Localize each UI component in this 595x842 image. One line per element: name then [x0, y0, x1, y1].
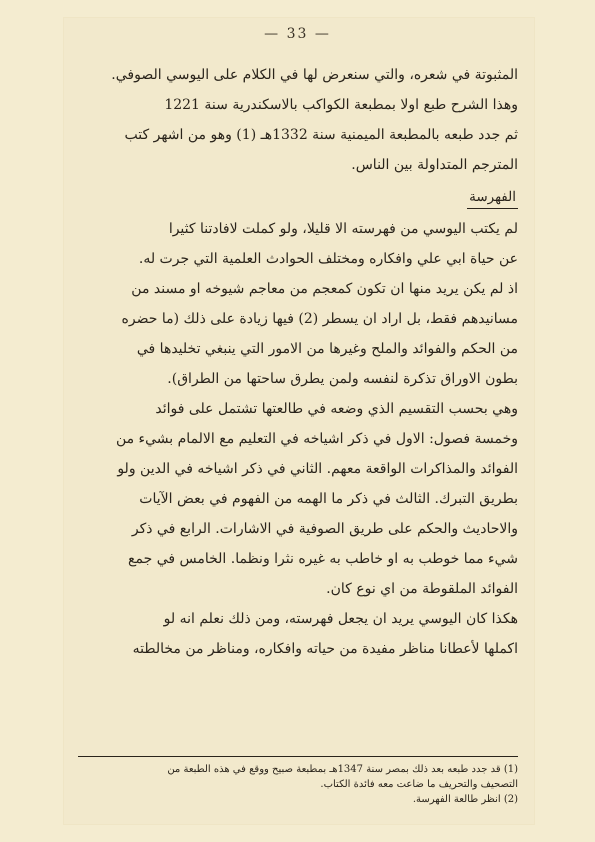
text-line: وخمسة فصول: الاول في ذكر اشياخه في التعليم مع الالمام بشيء من: [115, 431, 518, 447]
text-line: لم يكتب اليوسي من فهرسته الا قليلا، ولو كملت لافادتنا كثيرا: [168, 221, 518, 237]
text-line: وهذا الشرح طبع اولا بمطبعة الكواكب بالاسكندرية سنة 1221: [164, 97, 518, 113]
text-line: اذ لم يكن يريد منها ان تكون كمعجم من معاجم شيوخه او مسند من: [131, 281, 518, 297]
text-line: اكملها لأعطانا مناظر مفيدة من حياته وافكاره، ومناظر من مخالطته: [132, 641, 518, 657]
footnote-line: (2) انظر طالعة الفهرسة.: [412, 794, 518, 805]
main-text: [78, 60, 518, 664]
footnotes: [78, 762, 518, 807]
text-line: المترجم المتداولة بين الناس.: [351, 157, 518, 173]
section-heading-wrap: [78, 180, 518, 214]
text-line: وهي بحسب التقسيم الذي وضعه في طالعتها تشتمل على فوائد: [155, 401, 518, 417]
text-line: والاحاديث والحكم على طريق الصوفية في الاشارات. الرابع في ذكر: [131, 521, 518, 537]
text-line: شيء مما خوطب به او خاطب به غيره نثرا ونظما. الخامس في جمع: [128, 551, 518, 567]
text-line: الفوائد الملقوطة من اي نوع كان.: [326, 581, 518, 597]
text-line: عن حياة ابي علي وافكاره ومختلف الحوادث العلمية التي جرت له.: [138, 251, 518, 267]
page-number: — 33 —: [264, 26, 331, 42]
text-line: ثم جدد طبعه بالمطبعة الميمنية سنة 1332هـ (1) وهو من اشهر كتب: [124, 127, 518, 143]
text-line: مسانيدهم فقط، بل اراد ان يسطر (2) فيها زيادة على ذلك (ما حضره: [121, 311, 518, 327]
footnote-line: التصحيف والتحريف ما ضاعت معه فائدة الكتاب.: [320, 779, 518, 790]
text-line: الفوائد والمذاكرات الواقعة معهم. الثاني في ذكر اشياخه في الدين ولو: [117, 461, 518, 477]
text-line: بطون الاوراق تذكرة لنفسه ولمن يطرق ساحتها من الطراق).: [167, 371, 518, 387]
text-line: المثبوتة في شعره، والتي سنعرض لها في الكلام على اليوسي الصوفي.: [111, 67, 518, 83]
section-heading: الفهرسة: [467, 186, 518, 209]
text-line: بطريق التبرك. الثالث في ذكر ما الهمه من الفهوم في بعض الآيات: [139, 491, 518, 507]
footnote-divider: [78, 756, 518, 757]
footnote-line: (1) قد جدد طبعه بعد ذلك بمصر سنة 1347هـ بمطبعة صبيح ووقع في هذه الطبعة من: [167, 764, 518, 775]
text-line: من الحكم والفوائد والملح وغيرها من الامور التي ينبغي تخليدها في: [136, 341, 518, 357]
text-line: هكذا كان اليوسي يريد ان يجعل فهرسته، ومن ذلك نعلم انه لو: [163, 611, 518, 627]
